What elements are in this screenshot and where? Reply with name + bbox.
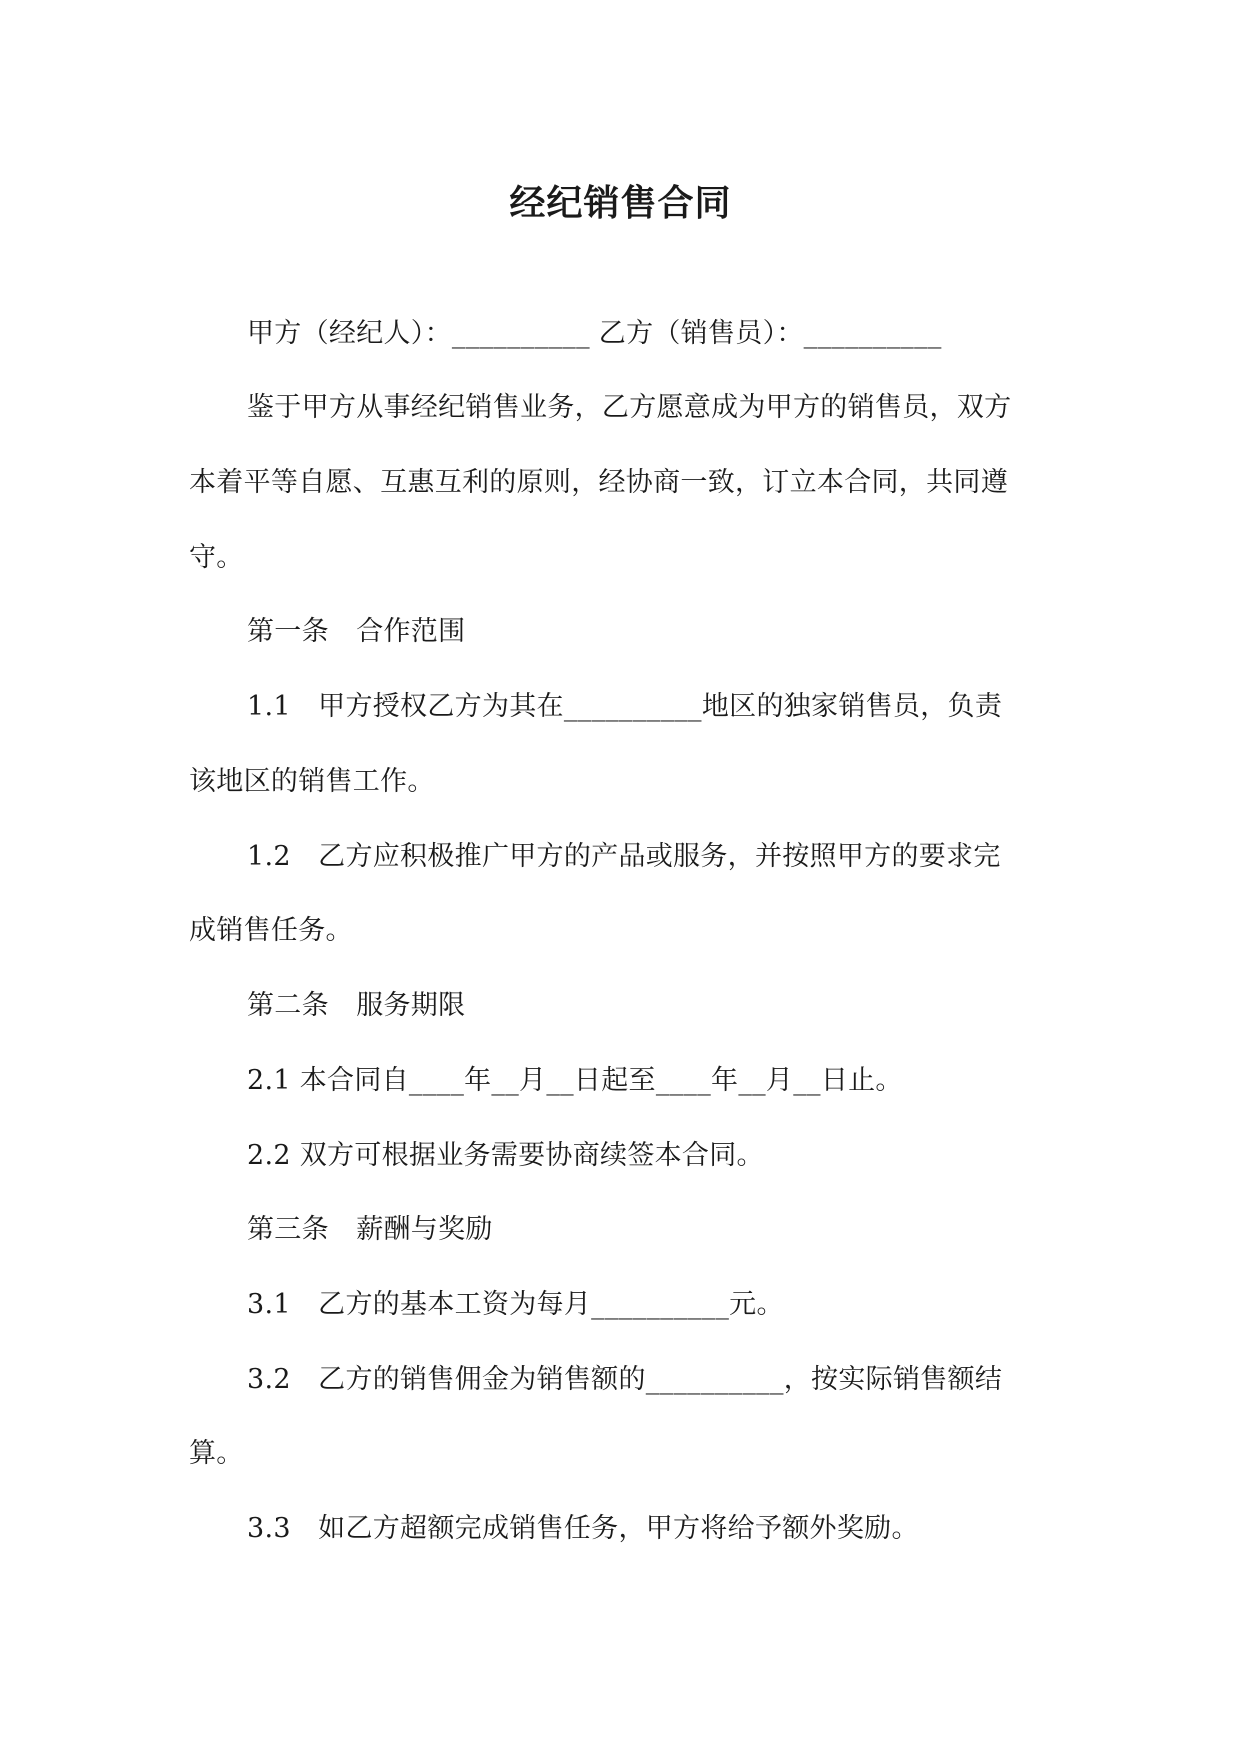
clause-2-1: 2.1 本合同自____年__月__日起至____年__月__日止。 bbox=[247, 1065, 903, 1096]
preamble-line-2: 本着平等自愿、互惠互利的原则，经协商一致，订立本合同，共同遵 bbox=[189, 467, 1008, 498]
preamble-line-1: 鉴于甲方从事经纪销售业务，乙方愿意成为甲方的销售员，双方 bbox=[247, 392, 1012, 423]
clause-3-2-line-2: 算。 bbox=[189, 1438, 244, 1469]
party-line: 甲方（经纪人）：__________ 乙方（销售员）：__________ bbox=[247, 318, 942, 349]
article-2-heading: 第二条 服务期限 bbox=[247, 990, 466, 1021]
article-3-heading: 第三条 薪酬与奖励 bbox=[247, 1214, 493, 1245]
article-1-heading: 第一条 合作范围 bbox=[247, 616, 466, 647]
document-title: 经纪销售合同 bbox=[509, 183, 732, 224]
preamble-line-3: 守。 bbox=[189, 542, 244, 573]
clause-1-1-line-2: 该地区的销售工作。 bbox=[189, 766, 435, 797]
clause-2-2: 2.2 双方可根据业务需要协商续签本合同。 bbox=[247, 1140, 764, 1171]
clause-1-2-line-2: 成销售任务。 bbox=[189, 915, 353, 946]
clause-1-2-line-1: 1.2 乙方应积极推广甲方的产品或服务，并按照甲方的要求完 bbox=[247, 841, 1001, 872]
clause-1-1-line-1: 1.1 甲方授权乙方为其在__________地区的独家销售员，负责 bbox=[247, 691, 1003, 722]
clause-3-3: 3.3 如乙方超额完成销售任务，甲方将给予额外奖励。 bbox=[247, 1513, 919, 1544]
clause-3-2-line-1: 3.2 乙方的销售佣金为销售额的__________，按实际销售额结 bbox=[247, 1364, 1003, 1395]
clause-3-1: 3.1 乙方的基本工资为每月__________元。 bbox=[247, 1289, 784, 1320]
